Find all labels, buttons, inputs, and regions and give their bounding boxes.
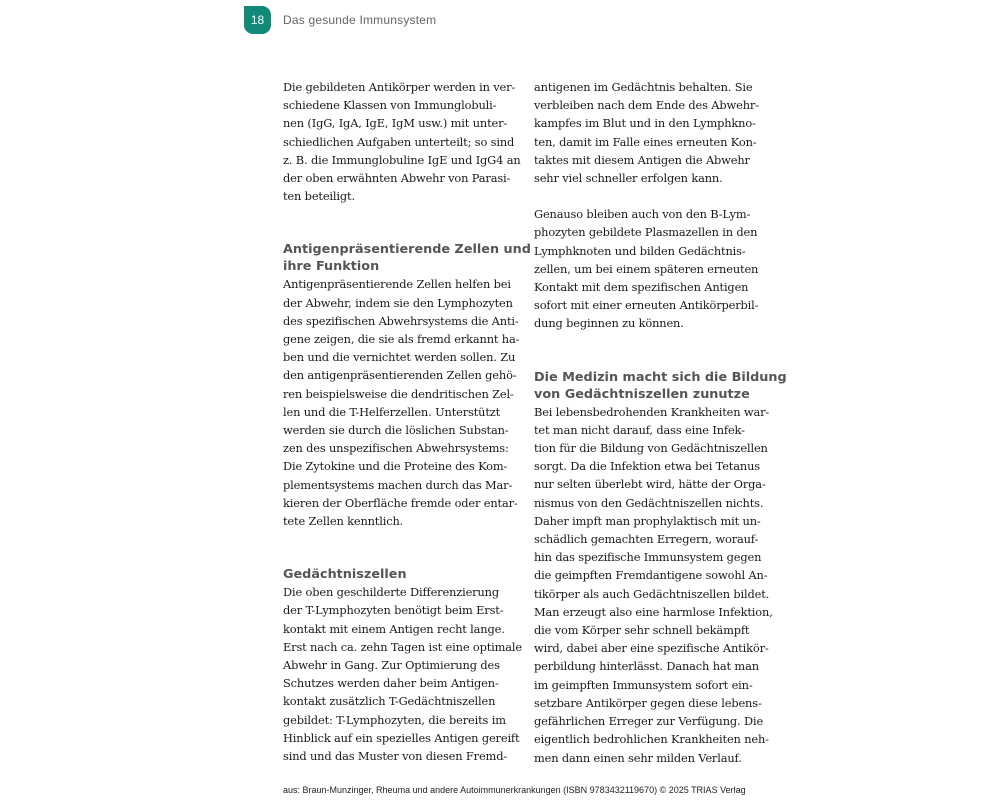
text-line: Antigenpräsentierende Zellen und (283, 242, 531, 258)
text-line: Die Zytokine und die Proteine des Kom- (283, 459, 508, 474)
text-line: men dann einen sehr milden Verlauf. (534, 750, 742, 765)
text-line: nur selten überlebt wird, hätte der Orga- (534, 477, 766, 492)
text-line: Gedächtniszellen (283, 567, 407, 583)
text-line: hin das spezifische Immunsystem gegen (534, 550, 762, 565)
text-line: die vom Körper sehr schnell bekämpft (534, 623, 750, 638)
b-lymphocyte-paragraph (534, 205, 764, 332)
text-line: kieren der Oberfläche fremde oder entar- (283, 495, 518, 510)
text-line: sofort mit einer erneuten Antikörperbil- (534, 298, 759, 313)
text-line: ben und die vernichtet werden sollen. Zu (283, 350, 516, 365)
antigen-presenting-cells-paragraph (283, 275, 520, 530)
text-line: Genauso bleiben auch von den B-Lym- (534, 207, 751, 222)
text-line: ihre Funktion (283, 259, 380, 275)
text-line: Hinblick auf ein spezielles Antigen gereift (283, 730, 520, 745)
running-title: Das gesunde Immunsystem (283, 13, 437, 27)
text-line: plementsystems machen durch das Mar- (283, 477, 513, 492)
text-line: perbildung hinterlässt. Danach hat man (534, 659, 759, 674)
text-line: schiedene Klassen von Immunglobuli- (283, 98, 497, 113)
page-number-badge: 18 (244, 6, 271, 34)
text-line: der T-Lymphozyten benötigt beim Erst- (283, 603, 504, 618)
left-column (283, 78, 531, 765)
text-line: kontakt zusätzlich T-Gedächtniszellen (283, 694, 496, 709)
text-line: setzbare Antikörper gegen diese lebens- (534, 695, 762, 710)
text-line: ren beispielsweise die dendritischen Zel- (283, 386, 514, 401)
text-line: phozyten gebildete Plasmazellen in den (534, 225, 758, 240)
text-line: im geimpften Immunsystem sofort ein- (534, 677, 753, 692)
text-line: tikörper als auch Gedächtniszellen bildet. (534, 586, 770, 601)
source-citation: aus: Braun-Munzinger, Rheuma und andere Autoimmunerkrankungen (ISBN 9783432119670) © 2025 TRIAS Verlag (283, 785, 746, 795)
text-line: Kontakt mit dem spezifischen Antigen (534, 280, 749, 295)
text-line: werden sie durch die löslichen Substan- (283, 423, 509, 438)
right-column (534, 78, 787, 767)
text-line: Die oben geschilderte Differenzierung (283, 585, 499, 600)
text-line: taktes mit diesem Antigen die Abwehr (534, 152, 750, 167)
text-line: dung beginnen zu können. (534, 316, 684, 331)
text-line: Abwehr in Gang. Zur Optimierung des (283, 658, 500, 673)
text-line: verbleiben nach dem Ende des Abwehr- (534, 98, 759, 113)
text-line: ten beteiligt. (283, 189, 355, 204)
text-line: die geimpften Fremdantigene sowohl An- (534, 568, 768, 583)
text-line: schädlich gemachten Erregern, worauf- (534, 532, 759, 547)
text-line: kontakt mit einem Antigen recht lange. (283, 621, 505, 636)
text-line: nismus von den Gedächtniszellen nichts. (534, 495, 764, 510)
text-line: Antigenpräsentierende Zellen helfen bei (283, 277, 511, 292)
text-line: gebildet: T-Lymphozyten, die bereits im (283, 712, 506, 727)
text-line: z. B. die Immunglobuline IgE und IgG4 an (283, 152, 521, 167)
memory-cells-continuation-paragraph (534, 78, 764, 187)
text-line: von Gedächtniszellen zunutze (534, 386, 750, 402)
text-line: sehr viel schneller erfolgen kann. (534, 171, 723, 186)
text-line: Die Medizin macht sich die Bildung (534, 369, 787, 385)
text-line: Schutzes werden daher beim Antigen- (283, 676, 499, 691)
section-heading-medicine-memory-cells (534, 369, 787, 403)
section-heading-memory-cells (283, 566, 513, 583)
text-line: gefährlichen Erreger zur Verfügung. Die (534, 714, 764, 729)
text-line: Lymphknoten und bilden Gedächtnis- (534, 243, 746, 258)
text-line: Die gebildeten Antikörper werden in ver- (283, 80, 516, 94)
text-line: antigenen im Gedächtnis behalten. Sie (534, 80, 753, 94)
text-line: zen des unspezifischen Abwehrsystems: (283, 441, 509, 456)
text-line: gene zeigen, die sie als fremd erkannt ha- (283, 332, 520, 347)
text-line: ten, damit im Falle eines erneuten Kon- (534, 134, 757, 149)
text-line: der Abwehr, indem sie den Lymphozyten (283, 295, 513, 310)
text-line: zellen, um bei einem späteren erneuten (534, 261, 759, 276)
text-line: tete Zellen kenntlich. (283, 514, 404, 529)
text-line: len und die T-Helferzellen. Unterstützt (283, 404, 501, 419)
text-line: eigentlich bedrohlichen Krankheiten neh- (534, 732, 769, 747)
section-heading-antigen-presenting-cells (283, 241, 531, 275)
memory-cells-paragraph (283, 583, 523, 765)
text-line: den antigenpräsentierenden Zellen gehö- (283, 368, 517, 383)
text-line: schiedlichen Aufgaben unterteilt; so sind (283, 134, 515, 149)
text-line: Bei lebensbedrohenden Krankheiten war- (534, 404, 770, 419)
text-line: tion für die Bildung von Gedächtniszellen (534, 441, 768, 456)
text-line: sorgt. Da die Infektion etwa bei Tetanus (534, 459, 760, 474)
text-line: Man erzeugt also eine harmlose Infektion, (534, 604, 773, 619)
text-line: Erst nach ca. zehn Tagen ist eine optimale (283, 639, 523, 654)
text-line: tet man nicht darauf, dass eine Infek- (534, 422, 745, 437)
text-line: Daher impft man prophylaktisch mit un- (534, 513, 761, 528)
text-line: nen (IgG, IgA, IgE, IgM usw.) mit unter- (283, 116, 508, 131)
text-line: der oben erwähnten Abwehr von Parasi- (283, 171, 511, 186)
text-line: wird, dabei aber eine spezifische Antikör- (534, 641, 769, 656)
text-line: sind und das Muster von diesen Fremd- (283, 749, 508, 764)
intro-paragraph (283, 78, 521, 205)
vaccination-paragraph (534, 403, 773, 767)
text-line: kampfes im Blut und in den Lymphkno- (534, 116, 756, 131)
text-line: des spezifischen Abwehrsystems die Anti- (283, 313, 519, 328)
